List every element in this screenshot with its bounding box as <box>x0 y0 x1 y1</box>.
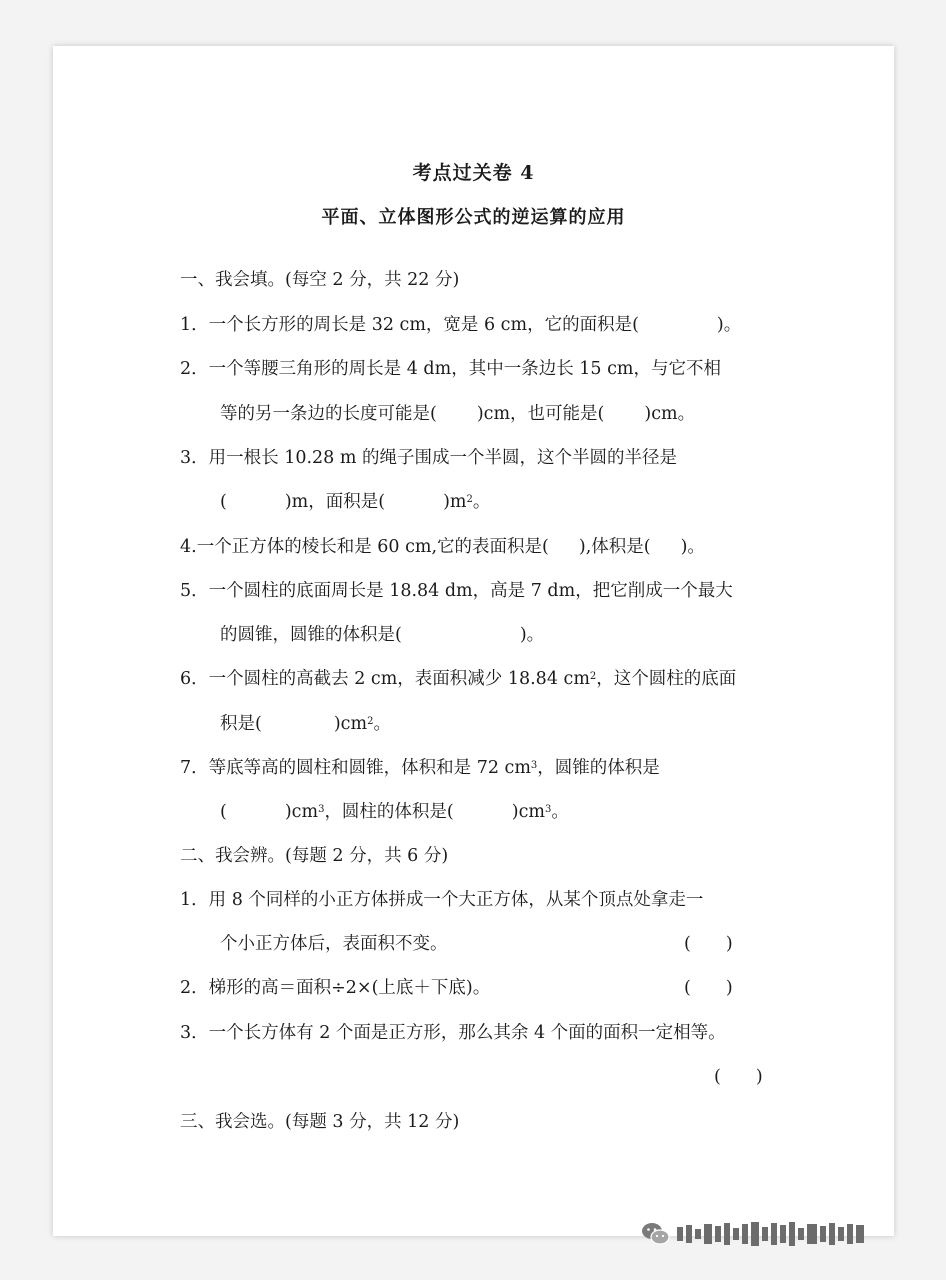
question-text: )cm。 <box>644 404 696 424</box>
watermark-text-blurred <box>677 1220 864 1248</box>
question-text: ，圆柱的体积是( <box>324 802 454 822</box>
section-heading-2: 二、我会辨。(每题 2 分，共 6 分) <box>180 846 449 866</box>
page-subtitle: 平面、立体图形公式的逆运算的应用 <box>321 207 626 228</box>
question-text: ，这个圆柱的底面 <box>596 669 737 689</box>
section-heading-3: 三、我会选。(每题 3 分，共 12 分) <box>180 1112 460 1132</box>
question-text: 4.一个正方体的棱长和是 60 cm,它的表面积是( <box>180 537 549 557</box>
question-text: )cm <box>511 802 545 822</box>
answer-parenthesis[interactable]: ( ) <box>714 1067 763 1087</box>
watermark <box>641 1214 927 1254</box>
question-text: 1．一个长方形的周长是 32 cm，宽是 6 cm，它的面积是( <box>180 315 639 335</box>
question-text: 。 <box>551 802 569 822</box>
question-1-6-line-1 <box>180 667 736 691</box>
question-1-7-line-1 <box>180 756 660 780</box>
question-1-3-line-2 <box>220 490 490 514</box>
question-text: 。 <box>373 714 391 734</box>
question-1-5-line-2 <box>220 623 544 647</box>
question-1-2-line-1: 2．一个等腰三角形的周长是 4 dm，其中一条边长 15 cm，与它不相 <box>180 359 721 379</box>
question-text: 积是( <box>220 714 262 734</box>
question-text: ( <box>220 802 227 822</box>
question-text: 等的另一条边的长度可能是( <box>220 404 437 424</box>
question-text: )。 <box>680 537 705 557</box>
question-text: )。 <box>519 625 545 645</box>
superscript: 3 <box>545 804 552 815</box>
question-text: ),体积是( <box>578 537 651 557</box>
superscript: 2 <box>367 716 374 727</box>
question-1-6-line-2 <box>220 712 391 736</box>
question-text: 7．等底等高的圆柱和圆锥，体积和是 72 cm <box>180 758 531 778</box>
question-text: )cm <box>333 714 368 734</box>
superscript: 3 <box>530 760 538 771</box>
answer-parenthesis[interactable]: ( ) <box>684 978 733 998</box>
question-2-3: 3．一个长方体有 2 个面是正方形，那么其余 4 个面的面积一定相等。 <box>180 1023 726 1043</box>
question-1-2-line-2 <box>220 402 695 426</box>
section-heading-1: 一、我会填。(每空 2 分，共 22 分) <box>180 270 460 290</box>
question-1-1 <box>180 313 741 337</box>
question-2-1-line-1: 1．用 8 个同样的小正方体拼成一个大正方体，从某个顶点处拿走一 <box>180 890 704 910</box>
answer-parenthesis[interactable]: ( ) <box>684 934 733 954</box>
wechat-icon <box>641 1221 671 1247</box>
question-1-5-line-1: 5．一个圆柱的底面周长是 18.84 dm，高是 7 dm，把它削成一个最大 <box>180 581 733 601</box>
question-2-1-line-2: 个小正方体后，表面积不变。 <box>220 934 448 954</box>
superscript: 2 <box>589 671 597 682</box>
question-text: 的圆锥，圆锥的体积是( <box>220 625 402 645</box>
question-1-3-line-1: 3．用一根长 10.28 m 的绳子围成一个半圆，这个半圆的半径是 <box>180 448 678 468</box>
question-text: )。 <box>716 315 742 335</box>
superscript: 2 <box>466 494 473 505</box>
page-title: 考点过关卷 4 <box>412 162 535 184</box>
question-text: )m <box>443 492 467 512</box>
question-text: 。 <box>472 492 491 512</box>
question-1-4 <box>180 535 705 559</box>
question-text: )cm <box>284 802 319 822</box>
question-text: )cm，也可能是( <box>476 404 605 424</box>
question-text: 6．一个圆柱的高截去 2 cm，表面积减少 18.84 cm <box>180 669 590 689</box>
question-text: )m，面积是( <box>284 492 386 512</box>
question-1-7-line-2 <box>220 800 569 824</box>
superscript: 3 <box>318 804 325 815</box>
question-text: ，圆锥的体积是 <box>537 758 660 778</box>
question-2-2: 2．梯形的高＝面积÷2×(上底＋下底)。 <box>180 978 491 998</box>
question-text: ( <box>220 492 227 512</box>
